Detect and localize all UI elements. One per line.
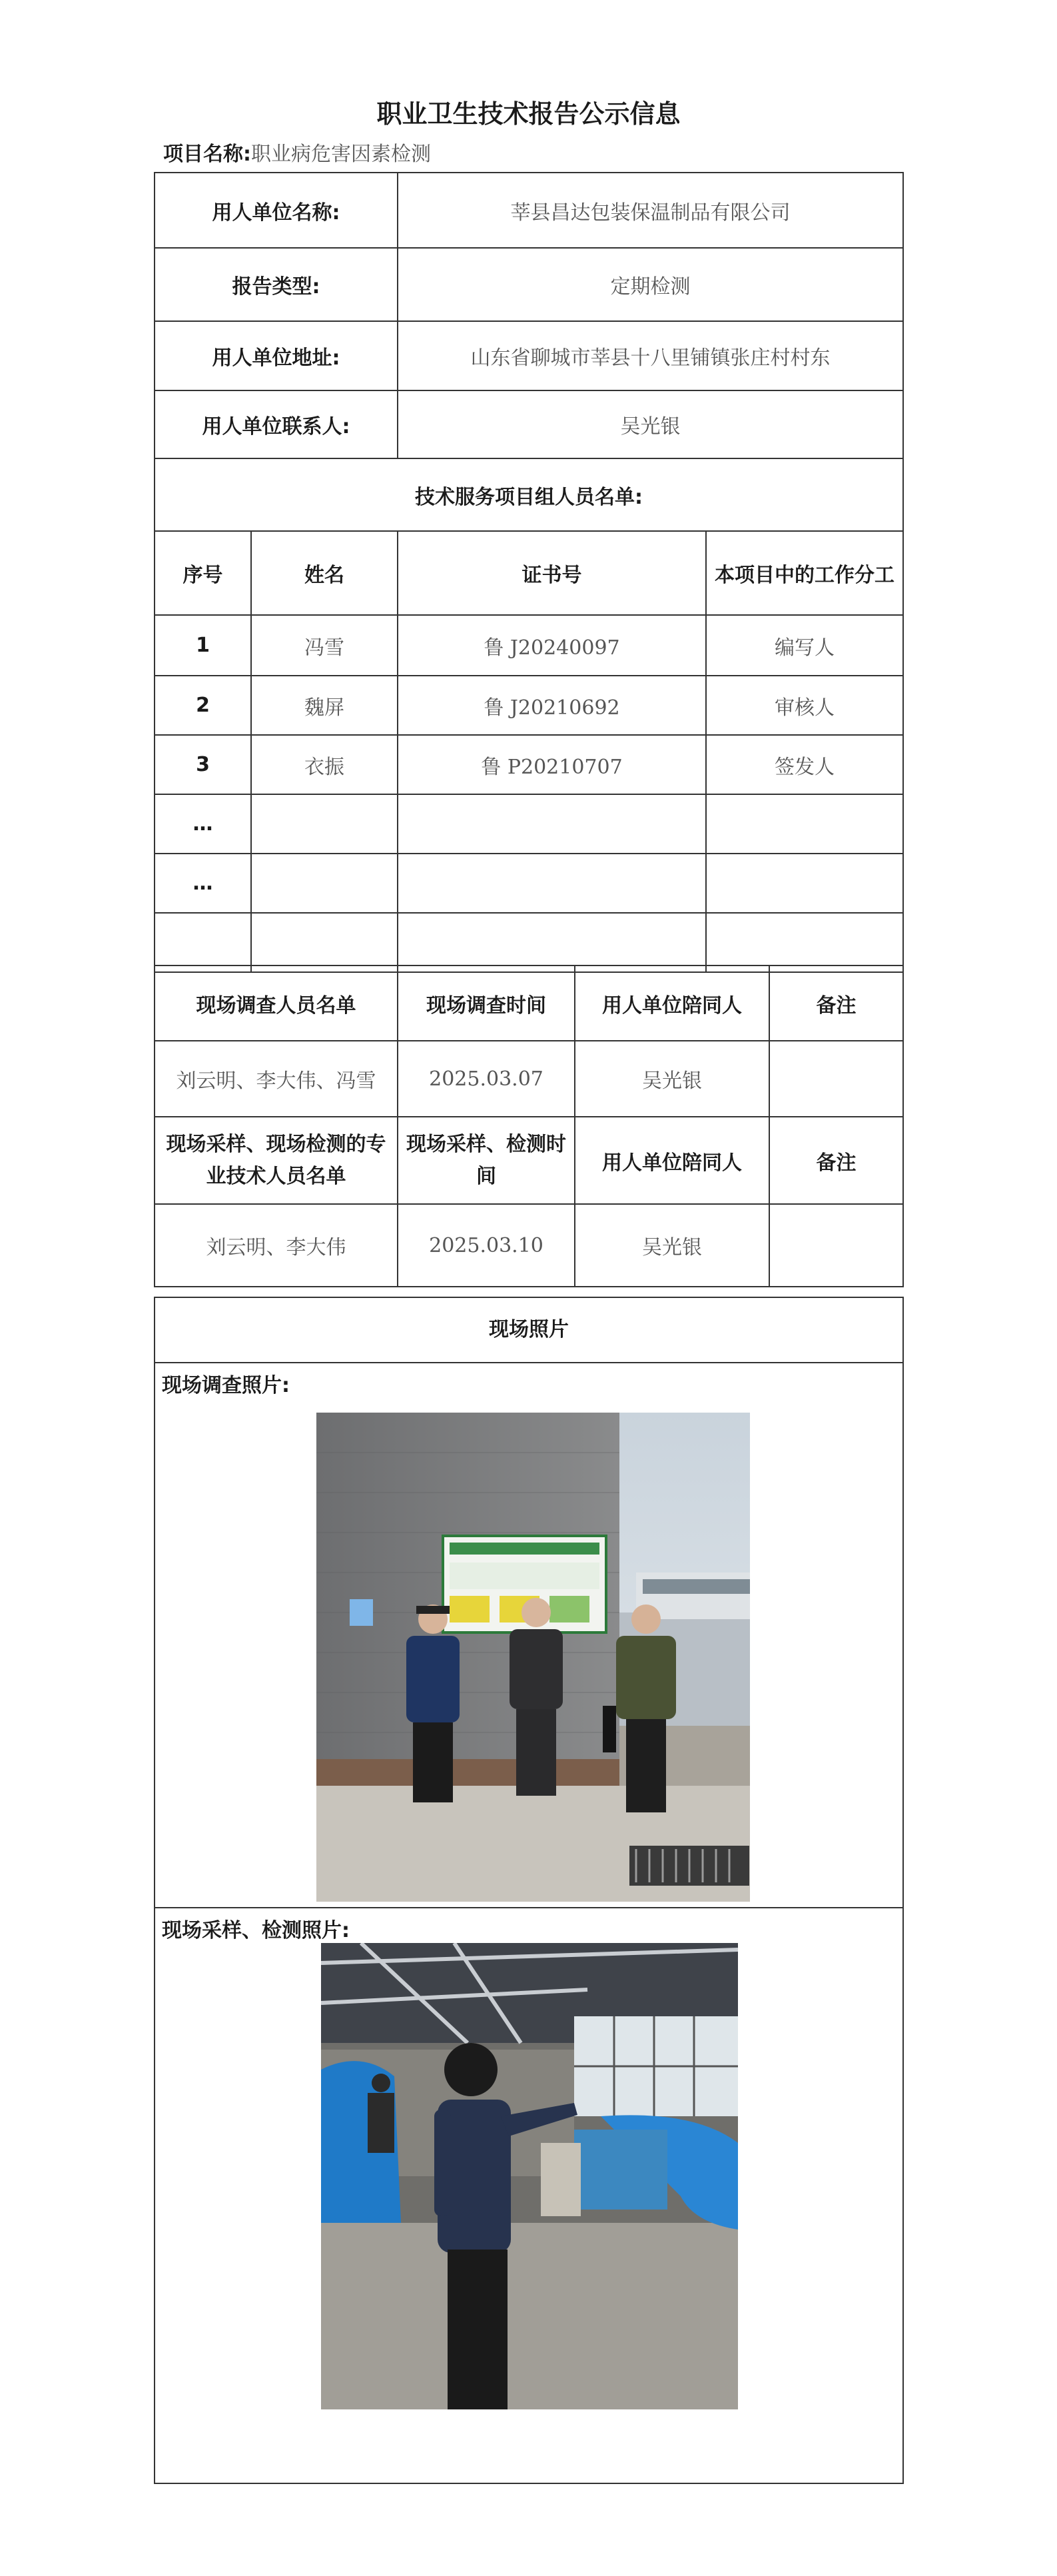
sampling-photo-label: 现场采样、检测照片: xyxy=(162,1919,350,1942)
table-row xyxy=(155,615,903,676)
table-row xyxy=(155,676,903,735)
team-header-role: 本项目中的工作分工 xyxy=(706,531,903,615)
survey-header-escort: 用人单位陪同人 xyxy=(575,966,769,1041)
team-cell xyxy=(398,913,706,972)
employer-value: 莘县昌达包装保温制品有限公司 xyxy=(398,173,903,248)
sampling-escort: 吴光银 xyxy=(575,1204,769,1287)
survey-escort: 吴光银 xyxy=(575,1041,769,1117)
team-cell xyxy=(398,794,706,854)
team-cell: … xyxy=(155,854,251,913)
team-cell xyxy=(706,794,903,854)
team-cell: 编写人 xyxy=(706,615,903,676)
survey-time: 2025.03.07 xyxy=(398,1041,575,1117)
survey-table xyxy=(154,965,904,1287)
sampling-photo xyxy=(321,1943,738,2409)
team-cell: 衣振 xyxy=(251,735,398,794)
project-line xyxy=(163,137,431,167)
sampling-staff: 刘云明、李大伟 xyxy=(155,1204,398,1287)
table-row xyxy=(155,735,903,794)
sampling-remark xyxy=(769,1204,903,1287)
page-title: 职业卫生技术报告公示信息 xyxy=(376,99,681,129)
team-cell xyxy=(398,854,706,913)
team-cell xyxy=(706,913,903,972)
contact-label: 用人单位联系人: xyxy=(155,390,398,458)
team-cell: 签发人 xyxy=(706,735,903,794)
project-label: 项目名称: xyxy=(163,143,251,166)
survey-header-remark: 备注 xyxy=(769,966,903,1041)
team-cell: 审核人 xyxy=(706,676,903,735)
sampling-header-time: 现场采样、检测时间 xyxy=(398,1117,575,1204)
team-cell: … xyxy=(155,794,251,854)
team-header-no: 序号 xyxy=(155,531,251,615)
team-cell: 1 xyxy=(155,615,251,676)
info-table xyxy=(154,172,904,973)
photo-divider xyxy=(155,1907,902,1908)
sampling-header-staff: 现场采样、现场检测的专业技术人员名单 xyxy=(155,1117,398,1204)
survey-header-time: 现场调查时间 xyxy=(398,966,575,1041)
survey-remark xyxy=(769,1041,903,1117)
table-row xyxy=(155,794,903,854)
survey-header-staff: 现场调查人员名单 xyxy=(155,966,398,1041)
team-cell xyxy=(251,854,398,913)
contact-value: 吴光银 xyxy=(398,390,903,458)
report-type-label: 报告类型: xyxy=(155,248,398,321)
photo-heading: 现场照片 xyxy=(155,1298,902,1363)
survey-photo-label: 现场调查照片: xyxy=(162,1374,290,1397)
team-cell: 鲁 P20210707 xyxy=(398,735,706,794)
survey-staff: 刘云明、李大伟、冯雪 xyxy=(155,1041,398,1117)
team-header-name: 姓名 xyxy=(251,531,398,615)
team-cell: 2 xyxy=(155,676,251,735)
address-value: 山东省聊城市莘县十八里铺镇张庄村村东 xyxy=(398,321,903,390)
team-cell: 冯雪 xyxy=(251,615,398,676)
team-cell xyxy=(251,794,398,854)
table-row xyxy=(155,1204,903,1287)
team-header-cert: 证书号 xyxy=(398,531,706,615)
team-cell: 3 xyxy=(155,735,251,794)
report-type-value: 定期检测 xyxy=(398,248,903,321)
table-row xyxy=(155,913,903,972)
survey-photo xyxy=(316,1413,750,1902)
project-value: 职业病危害因素检测 xyxy=(251,143,431,166)
team-cell xyxy=(706,854,903,913)
team-cell xyxy=(155,913,251,972)
sampling-header-remark: 备注 xyxy=(769,1117,903,1204)
sampling-header-escort: 用人单位陪同人 xyxy=(575,1117,769,1204)
team-heading: 技术服务项目组人员名单: xyxy=(155,458,903,531)
team-cell xyxy=(251,913,398,972)
team-cell: 鲁 J20210692 xyxy=(398,676,706,735)
address-label: 用人单位地址: xyxy=(155,321,398,390)
employer-label: 用人单位名称: xyxy=(155,173,398,248)
table-row xyxy=(155,854,903,913)
team-cell: 鲁 J20240097 xyxy=(398,615,706,676)
table-row xyxy=(155,1041,903,1117)
team-cell: 魏屏 xyxy=(251,676,398,735)
sampling-time: 2025.03.10 xyxy=(398,1204,575,1287)
